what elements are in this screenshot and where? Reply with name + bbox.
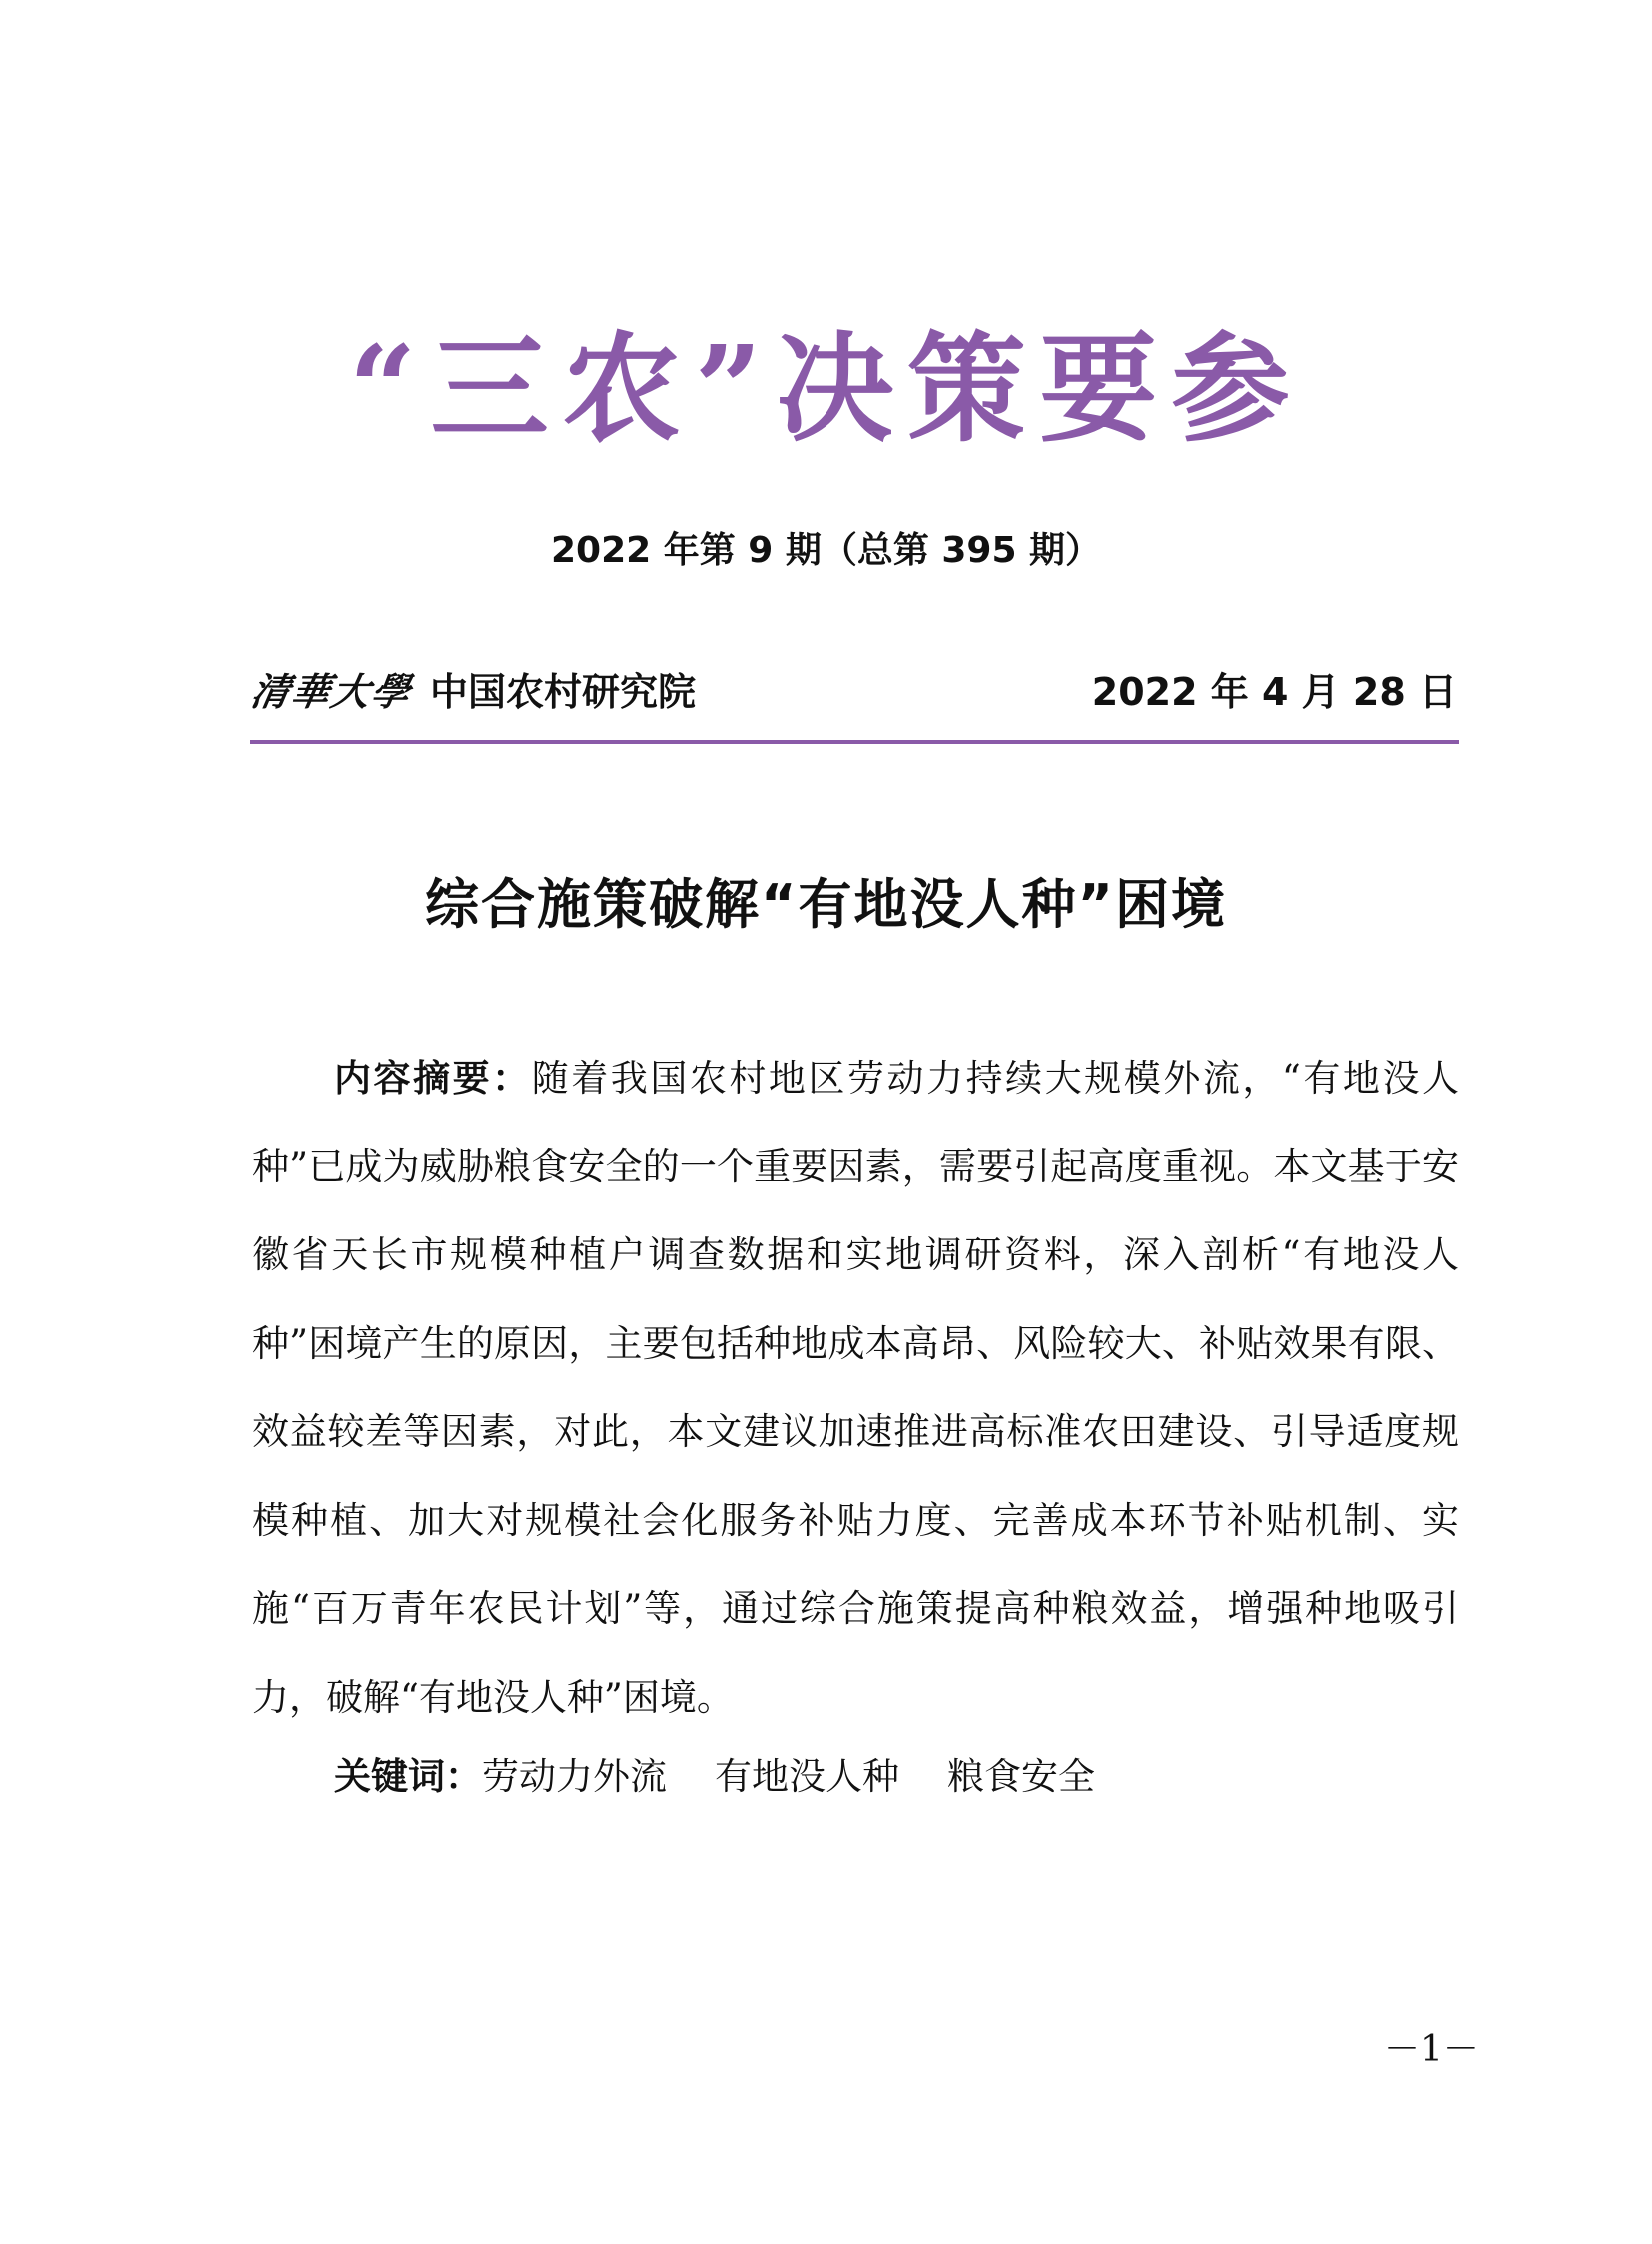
keywords-label: 关键词：	[334, 1755, 482, 1798]
keywords-line	[334, 1747, 1143, 1807]
abstract-paragraph	[252, 1035, 1459, 1742]
abstract-label: 内容摘要：	[334, 1057, 532, 1100]
university-seal-logo: 清華大學	[247, 668, 416, 714]
issue-number: 2022 年第 9 期（总第 395 期）	[550, 530, 1102, 571]
article-title: 综合施策破解“有地没人种”困境	[425, 873, 1227, 936]
publication-date: 2022 年 4 月 28 日	[1091, 669, 1457, 714]
publisher-row	[247, 658, 1457, 718]
institute-name: 中国农村研究院	[430, 669, 697, 714]
masthead-title: “三农”决策要参	[348, 319, 1304, 458]
abstract-text: 随着我国农村地区劳动力持续大规模外流，“有地没人种”已成为威胁粮食安全的一个重要因素，需要引起高度重视。本文基于安徽省天长市规模种植户调查数据和实地调研资料，深入剖析“有地没人种”困境产生的原因，主要包括种地成本高昂、风险较大、补贴效果有限、效益较差等因素，对此，本文建议加速推进高标准农田建设、引导适度规模种植、加大对规模社会化服务补贴力度、完善成本环节补贴机制、实施“百万青年农民计划”等，通过综合施策提高种粮效益，增强种地吸引力，破解“有地没人种”困境。	[252, 1057, 1460, 1719]
keyword-item: 粮食安全	[947, 1755, 1095, 1798]
publisher-block	[247, 661, 697, 716]
keyword-item: 有地没人种	[715, 1755, 899, 1798]
keyword-item: 劳动力外流	[482, 1755, 667, 1798]
page-number: －1－	[1384, 2029, 1479, 2070]
header-divider	[250, 740, 1459, 744]
